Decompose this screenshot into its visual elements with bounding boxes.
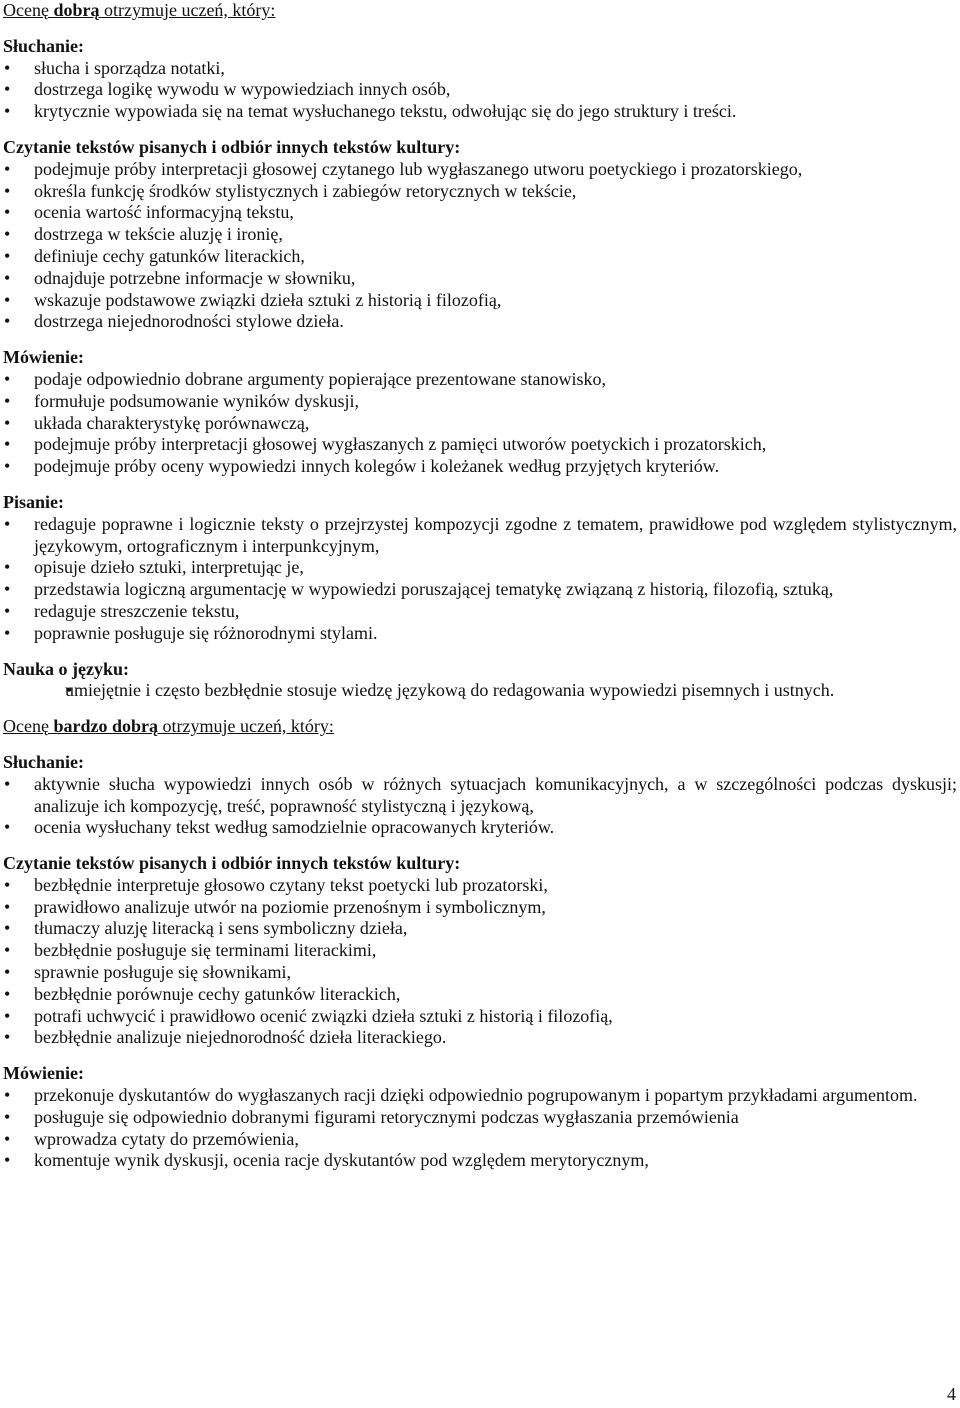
list-item: • dostrzega w tekście aluzję i ironię, bbox=[3, 224, 957, 246]
list-item: • redaguje streszczenie tekstu, bbox=[3, 601, 957, 623]
list-item: • podaje odpowiednio dobrane argumenty popierające prezentowane stanowisko, bbox=[3, 369, 957, 391]
list-item: • układa charakterystykę porównawczą, bbox=[3, 413, 957, 435]
section-title: Słuchanie: bbox=[3, 751, 85, 772]
list-item: • redaguje poprawne i logicznie teksty o przejrzystej kompozycji zgodne z tematem, prawidłowe pod względem stylistycznym, językowym, ortograficznym i interpunkcyjnym, bbox=[3, 514, 957, 558]
list-item: • prawidłowo analizuje utwór na poziomie przenośnym i symbolicznym, bbox=[3, 897, 957, 919]
grade-header-good: Ocenę dobrą otrzymuje uczeń, który: bbox=[3, 0, 276, 20]
section-title: Mówienie: bbox=[3, 347, 84, 368]
list-item: • bezbłędnie analizuje niejednorodność dzieła literackiego. bbox=[3, 1027, 957, 1049]
list-item: • posługuje się odpowiednio dobranymi figurami retorycznymi podczas wygłaszania przemówienia bbox=[3, 1107, 957, 1129]
section-speaking-very-good bbox=[3, 1063, 957, 1172]
list-item: • opisuje dzieło sztuki, interpretując je, bbox=[3, 557, 957, 579]
list-item: • przedstawia logiczną argumentację w wypowiedzi poruszającej tematykę związaną z historią, filozofią, sztuką, bbox=[3, 579, 957, 601]
list-item: • dostrzega logikę wywodu w wypowiedziach innych osób, bbox=[3, 79, 957, 101]
criteria-list bbox=[3, 774, 957, 839]
section-title: Słuchanie: bbox=[3, 35, 85, 56]
criteria-list bbox=[3, 875, 957, 1049]
section-title: Czytanie tekstów pisanych i odbiór innych tekstów kultury: bbox=[3, 136, 461, 157]
section-title: Nauka o języku: bbox=[3, 658, 130, 679]
section-writing-good bbox=[3, 492, 957, 645]
section-title: Mówienie: bbox=[3, 1063, 84, 1084]
list-item: • umiejętnie i często bezbłędnie stosuje wiedzę językową do redagowania wypowiedzi pisemnych i ustnych. bbox=[3, 680, 957, 702]
section-reading-very-good bbox=[3, 853, 957, 1049]
list-item: • sprawnie posługuje się słownikami, bbox=[3, 962, 957, 984]
list-item: • ocenia wartość informacyjną tekstu, bbox=[3, 202, 957, 224]
document-content bbox=[3, 0, 957, 1186]
list-item: • wprowadza cytaty do przemówienia, bbox=[3, 1129, 957, 1151]
section-title: Czytanie tekstów pisanych i odbiór innych tekstów kultury: bbox=[3, 853, 461, 874]
list-item: • potrafi uchwycić i prawidłowo ocenić związki dzieła sztuki z historią i filozofią, bbox=[3, 1006, 957, 1028]
section-reading-good bbox=[3, 137, 957, 333]
section-title: Pisanie: bbox=[3, 491, 64, 512]
grade-header-very-good: Ocenę bardzo dobrą otrzymuje uczeń, który: bbox=[3, 716, 334, 737]
list-item: • odnajduje potrzebne informacje w słowniku, bbox=[3, 268, 957, 290]
list-item: • przekonuje dyskutantów do wygłaszanych racji dzięki odpowiednio pogrupowanym i popartym przykładami argumentom. bbox=[3, 1085, 957, 1107]
list-item: • bezbłędnie porównuje cechy gatunków literackich, bbox=[3, 984, 957, 1006]
list-item: • aktywnie słucha wypowiedzi innych osób w różnych sytuacjach komunikacyjnych, a w szczególności podczas dyskusji; analizuje ich kompozycję, treść, poprawność stylistyczną i językową, bbox=[3, 774, 957, 818]
section-listening-good bbox=[3, 36, 957, 123]
criteria-list bbox=[3, 159, 957, 333]
list-item: • definiuje cechy gatunków literackich, bbox=[3, 246, 957, 268]
list-item: • bezbłędnie posługuje się terminami literackimi, bbox=[3, 940, 957, 962]
section-speaking-good bbox=[3, 347, 957, 478]
list-item: • poprawnie posługuje się różnorodnymi stylami. bbox=[3, 623, 957, 645]
criteria-list bbox=[3, 680, 957, 702]
criteria-list bbox=[3, 1085, 957, 1172]
criteria-list bbox=[3, 514, 957, 645]
list-item: • krytycznie wypowiada się na temat wysłuchanego tekstu, odwołując się do jego struktury i treści. bbox=[3, 101, 957, 123]
section-language-good bbox=[3, 659, 957, 703]
list-item: • podejmuje próby interpretacji głosowej czytanego lub wygłaszanego utworu poetyckiego i prozatorskiego, bbox=[3, 159, 957, 181]
list-item: • podejmuje próby oceny wypowiedzi innych kolegów i koleżanek według przyjętych kryteriów. bbox=[3, 456, 957, 478]
list-item: • określa funkcję środków stylistycznych i zabiegów retorycznych w tekście, bbox=[3, 181, 957, 203]
section-listening-very-good bbox=[3, 752, 957, 839]
criteria-list bbox=[3, 369, 957, 478]
list-item: • ocenia wysłuchany tekst według samodzielnie opracowanych kryteriów. bbox=[3, 817, 957, 839]
list-item: • słucha i sporządza notatki, bbox=[3, 58, 957, 80]
page-number: 4 bbox=[947, 1384, 956, 1405]
list-item: • podejmuje próby interpretacji głosowej wygłaszanych z pamięci utworów poetyckich i prozatorskich, bbox=[3, 434, 957, 456]
list-item: • dostrzega niejednorodności stylowe dzieła. bbox=[3, 311, 957, 333]
list-item: • komentuje wynik dyskusji, ocenia racje dyskutantów pod względem merytorycznym, bbox=[3, 1150, 957, 1172]
list-item: • wskazuje podstawowe związki dzieła sztuki z historią i filozofią, bbox=[3, 290, 957, 312]
list-item: • tłumaczy aluzję literacką i sens symboliczny dzieła, bbox=[3, 918, 957, 940]
list-item: • formułuje podsumowanie wyników dyskusji, bbox=[3, 391, 957, 413]
list-item: • bezbłędnie interpretuje głosowo czytany tekst poetycki lub prozatorski, bbox=[3, 875, 957, 897]
criteria-list bbox=[3, 58, 957, 123]
